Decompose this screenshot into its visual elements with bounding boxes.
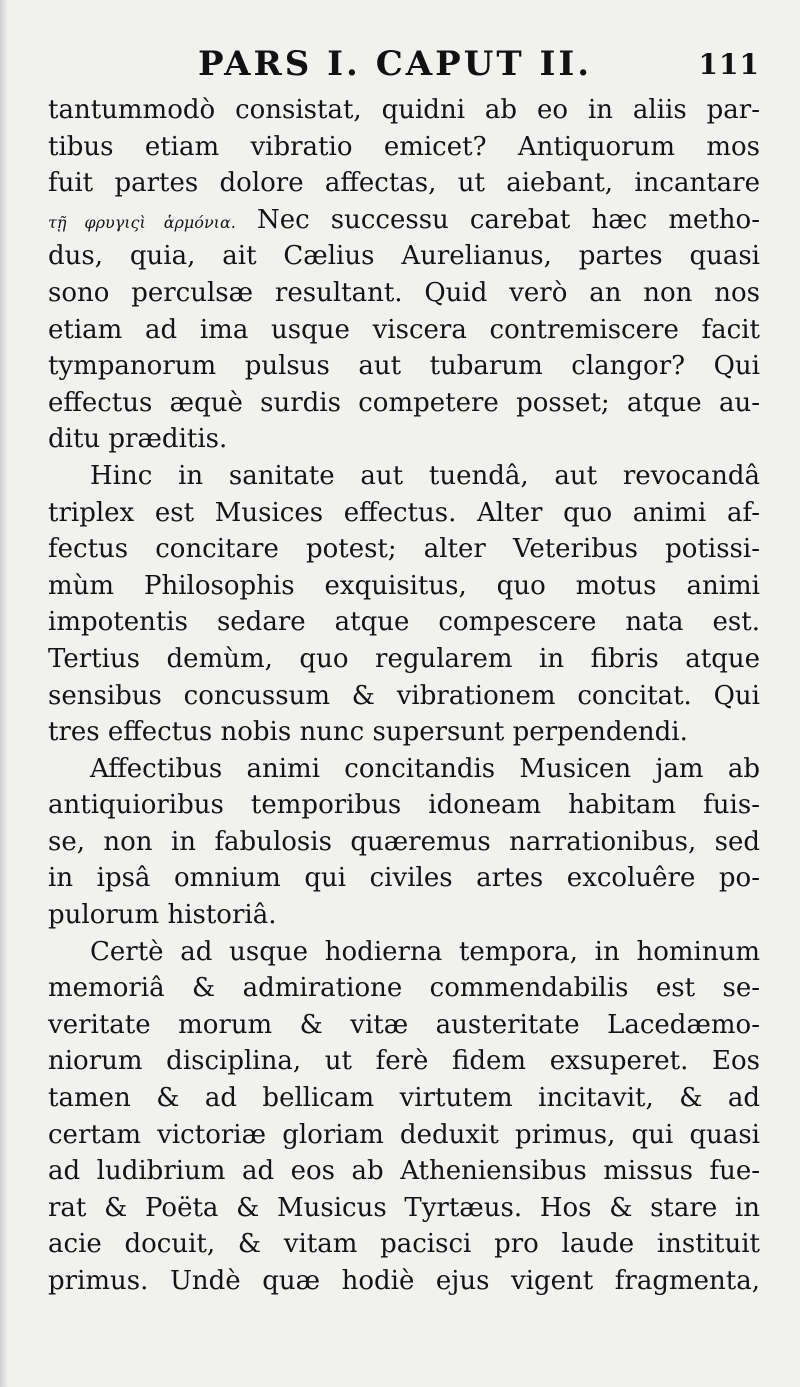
text-line	[48, 458, 760, 495]
line-text: tamen & ad bellicam virtutem incitavit, & ad	[48, 1083, 760, 1114]
text-line	[48, 1007, 760, 1044]
line-text: triplex est Musices effectus. Alter quo animi af-	[48, 497, 760, 528]
text-line	[48, 934, 760, 971]
line-text: tantummodò consistat, quidni ab eo in aliis par-	[48, 95, 760, 125]
text-line	[48, 1263, 760, 1300]
running-head: PARS I. CAPUT II.	[198, 44, 593, 84]
line-text: primus. Undè quæ hodiè ejus vigent fragmenta,	[48, 1266, 760, 1296]
line-text: Hinc in sanitate aut tuendâ, aut revocandâ	[90, 460, 760, 491]
greek-phrase: τῇ φρυγιςὶ ἁρμόνια.	[48, 212, 236, 232]
text-line	[48, 421, 760, 458]
line-text: Tertius demùm, quo regularem in fibris atque	[48, 643, 760, 674]
line-text: memoriâ & admiratione commendabilis est se-	[48, 973, 760, 1004]
text-line	[48, 787, 760, 824]
line-text: Certè ad usque hodierna tempora, in hominum	[90, 936, 760, 967]
text-line	[48, 312, 760, 349]
line-text: in ipsâ omnium qui civiles artes excoluêre po-	[48, 863, 760, 894]
line-text: effectus æquè surdis competere posset; atque au-	[48, 387, 760, 418]
text-line	[48, 860, 760, 897]
text-line	[48, 641, 760, 678]
line-text: tympanorum pulsus aut tubarum clangor? Qui	[48, 351, 760, 382]
line-text: fuit partes dolore affectas, ut aiebant, incantare	[48, 168, 760, 199]
line-text: mùm Philosophis exquisitus, quo motus animi	[48, 570, 760, 601]
line-text: ditu præditis.	[48, 424, 228, 455]
line-text: tres effectus nobis nunc supersunt perpendendi.	[48, 717, 688, 748]
text-line	[48, 714, 760, 751]
text-line	[48, 348, 760, 385]
line-text: fectus concitare potest; alter Veteribus potissi-	[48, 534, 760, 565]
text-line	[48, 1226, 760, 1263]
text-line	[48, 165, 760, 202]
text-line	[48, 897, 760, 934]
text-line	[48, 202, 760, 239]
line-text: niorum disciplina, ut ferè fidem exsuperet. Eos	[48, 1046, 760, 1077]
text-line	[48, 385, 760, 422]
page-number: 111	[698, 48, 760, 81]
line-text: antiquioribus temporibus idoneam habitam fuis-	[48, 790, 760, 821]
text-line	[48, 275, 760, 312]
line-text: sono perculsæ resultant. Quid verò an non nos	[48, 277, 760, 308]
text-line	[48, 678, 760, 715]
text-line	[48, 604, 760, 641]
text-line	[48, 751, 760, 788]
text-line	[48, 1117, 760, 1154]
text-line	[48, 495, 760, 532]
line-text: Affectibus animi concitandis Musicen jam ab	[90, 753, 760, 784]
text-line	[48, 92, 760, 129]
text-line	[48, 238, 760, 275]
page-header	[48, 40, 760, 90]
text-line	[48, 1153, 760, 1190]
line-text: ad ludibrium ad eos ab Atheniensibus missus fue-	[48, 1156, 760, 1187]
line-text: Nec successu carebat hæc metho-	[235, 204, 760, 235]
line-text: certam victoriæ gloriam deduxit primus, qui quasi	[48, 1119, 760, 1150]
text-line	[48, 568, 760, 605]
body-text	[48, 92, 760, 1300]
text-line	[48, 531, 760, 568]
line-text: tibus etiam vibratio emicet? Antiquorum mos	[48, 131, 760, 162]
text-line	[48, 129, 760, 166]
line-text: dus, quia, ait Cælius Aurelianus, partes quasi	[48, 241, 760, 272]
text-line	[48, 1190, 760, 1227]
line-text: impotentis sedare atque compescere nata est.	[48, 607, 760, 638]
text-line	[48, 1080, 760, 1117]
line-text: etiam ad ima usque viscera contremiscere facit	[48, 314, 760, 345]
line-text: acie docuit, & vitam pacisci pro laude instituit	[48, 1229, 760, 1260]
text-line	[48, 1043, 760, 1080]
text-line	[48, 970, 760, 1007]
line-text: se, non in fabulosis quæremus narrationibus, sed	[48, 826, 760, 857]
line-text: veritate morum & vitæ austeritate Lacedæmo-	[48, 1009, 760, 1040]
text-line	[48, 824, 760, 861]
line-text: rat & Poëta & Musicus Tyrtæus. Hos & stare in	[48, 1192, 760, 1223]
line-text: sensibus concussum & vibrationem concitat. Qui	[48, 680, 760, 711]
line-text: pulorum historiâ.	[48, 900, 277, 931]
